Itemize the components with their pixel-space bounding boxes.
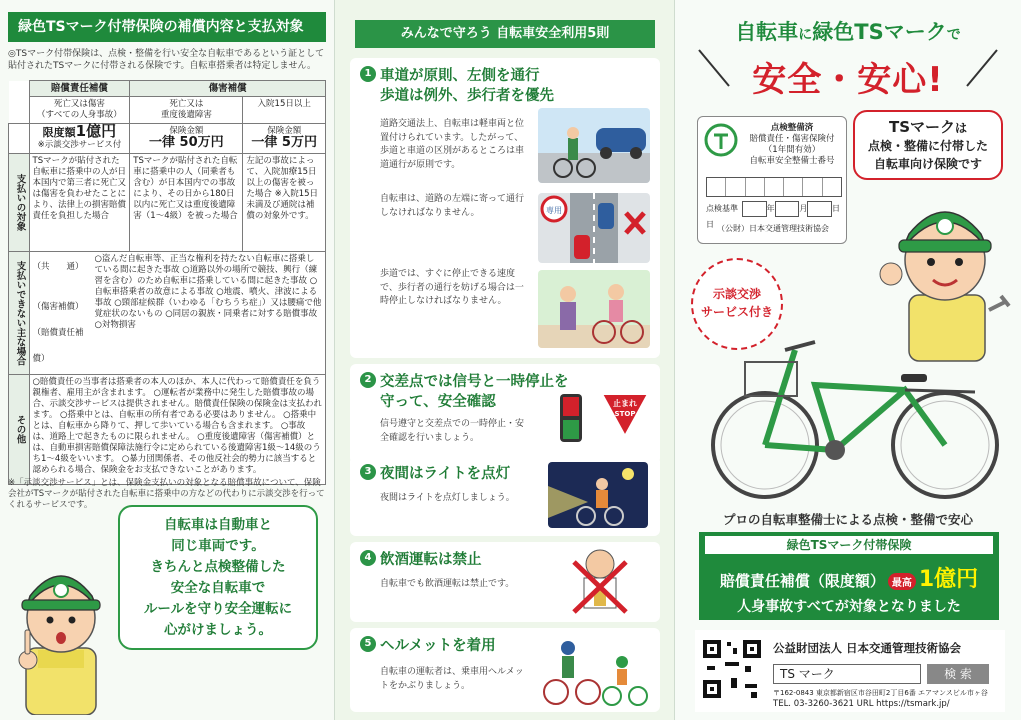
rule-4-title: 4 飲酒運転は禁止: [360, 550, 650, 570]
rule-2-title: 2 交差点では信号と一時停止を 守って、安全確認: [360, 372, 650, 412]
rule-5-text: 自転車の運転者は、乗車用ヘルメットをかぶりましょう。: [380, 667, 524, 691]
rule-4-card: [350, 542, 660, 622]
ts-mark-sticker: 点検整備済 賠償責任・傷害保険付 （1年間有効） 自転車安全整備士番号 点検基準日 年 月 日 （公財）日本交通管理技術協会: [697, 116, 847, 244]
svg-text:止まれ: 止まれ: [613, 399, 637, 408]
no-drinking-illustration: [560, 542, 640, 620]
search-input[interactable]: TS マーク: [773, 664, 921, 684]
other-head: その他: [9, 375, 30, 485]
jidan-note: ※「示談交渉サービス」とは、保険金支払いの対象となる賠償事故について、保険会社がTSマークが貼付された自転車に搭乗中の方などの代わりに示談交渉を行ってくれるサービスです。: [8, 478, 325, 510]
qr-code-icon[interactable]: [701, 638, 763, 700]
pedestrian-signal-icon: [560, 394, 582, 442]
helmet-family-illustration: [538, 638, 653, 708]
search-button[interactable]: 検 索: [927, 664, 989, 684]
sub-liability: 死亡又は傷害 （すべての人身事故）: [29, 97, 130, 124]
pro-mechanic-text: プロの自転車整備士による点検・整備で安心: [722, 512, 973, 527]
address: 〒162-0843 東京都新宿区市谷田町2丁目6番 エアマンスビル市ヶ谷: [773, 689, 988, 697]
sub-death: 死亡又は 重度後遺障害: [130, 97, 243, 124]
rule-2-card: [350, 364, 660, 464]
rules-title: みんなで守ろう 自転車安全利用5則: [355, 20, 655, 48]
svg-text:STOP: STOP: [614, 410, 636, 418]
jidan-service-badge: 示談交渉 サービス付き: [691, 258, 783, 350]
tel-url[interactable]: TEL. 03-3260-3621 URL https://tsmark.jp/: [773, 699, 950, 709]
pay-hospital: 左記の事故によって、入院加療15日以上の傷害を被った場合 ※入院15日未満及び通院は補償の対象外です。: [243, 154, 326, 252]
nopay-cell: [29, 252, 326, 375]
rule-2-text: 信号遵守と交差点での一時停止・安全確認を行いましょう。: [380, 419, 525, 443]
rule-3-title: 3 夜間はライトを点灯: [360, 464, 650, 484]
rule-5-title: 5 ヘルメットを着用: [360, 636, 650, 656]
headline-main: 安全・安心!: [752, 60, 944, 100]
org-name: 公益財団法人 日本交通管理技術協会: [773, 641, 962, 655]
nopay-head: 支払いできない主な場合: [9, 252, 30, 375]
pay-head: 支払いの対象: [9, 154, 30, 252]
safety-message-bubble: 自転車は自動車と 同じ車両です。 きちんと点検整備した 安全な自転車で ルールを守り安全運転に 心がけましょう。: [118, 505, 318, 650]
mascot-pointing-illustration: [8, 560, 118, 715]
ins-5-cell: 保険金額 一律 5万円: [243, 124, 326, 154]
nopay-common: （共 通）: [32, 262, 84, 272]
insurance-title: 緑色TSマーク付帯保険: [705, 536, 993, 554]
pay-death: TSマークが貼付された自転車に搭乗中の人（同乗者も含む）が日本国内での事故により、その日から180日以内に死亡又は重度後遺障害（1～4級）を被った場合: [130, 154, 243, 252]
ts-mark-bubble: TSマークは 点検・整備に付帯した 自転車向け保険です: [853, 110, 1003, 180]
insurance-scope-line: 人身事故すべてが対象となりました: [737, 599, 961, 615]
ts-logo-icon: [704, 123, 738, 157]
rule-3-text: 夜間はライトを点灯しましょう。: [380, 493, 515, 503]
coverage-intro: ◎TSマーク付帯保険は、点検・整備を行い安全な自転車であるという証として貼付されたTSマークに付帯される保険です。自転車搭乗者は特定しません。: [8, 49, 325, 71]
mechanic-number-boxes: [706, 177, 842, 197]
insurance-limit-line: 賠償責任補償（限度額） 最高 1億円: [719, 567, 979, 592]
rule-1-title: 1 車道が原則、左側を通行 歩道は例外、歩行者を優先: [360, 66, 650, 106]
green-bicycle-illustration: [705, 330, 1005, 505]
rule-5-card: [350, 628, 660, 712]
rule-1-card: [350, 58, 660, 358]
insurance-box: [699, 532, 999, 620]
keep-left-diagram: [538, 193, 650, 263]
rule-4-text: 自転車でも飲酒運転は禁止です。: [380, 579, 515, 589]
nopay-injury: （傷害補償）: [32, 302, 84, 312]
nopay-items: ○盗んだ自転車等、正当な権利を持たない自転車に搭乗している間に起きた事故 ○道路以外の場所で競技、興行（練習を含む）のため自転車に搭乗している間に起きた事故 ○自転車搭乗者の故意による事故 ○地震、噴火、津波による事故 ○頸部症候群（いわゆる「むちうち症」）又は腰痛で他覚症状のないもの ○同居の親族・同乗者に対する賠償事故 ○対物損害: [94, 254, 322, 330]
headline-top: 自転車に緑色TSマークで: [735, 20, 961, 44]
ins-50-cell: 保険金額 一律 50万円: [130, 124, 243, 154]
night-light-illustration: [548, 462, 648, 528]
roadway-cycling-illustration: [538, 108, 650, 183]
col-injury: 傷害補償: [130, 81, 326, 97]
limit-cell: 限度額1億円 ※示談交渉サービス付: [29, 124, 130, 154]
cover-panel: [675, 0, 1021, 720]
rule-1-text-3: 歩道では、すぐに停止できる速度で、歩行者の通行を妨げる場合は一時停止しなければなりません。: [380, 269, 524, 306]
rule-3-card: [350, 456, 660, 536]
rule-1-text-2: 自転車は、道路の左端に寄って通行しなければなりません。: [380, 194, 525, 218]
pay-liability: TSマークが貼付された自転車に搭乗中の人が日本国内で第三者に死亡又は傷害を負わせたことにより、法律上の損害賠償責任を負担した場合: [29, 154, 130, 252]
inspection-date: 点検基準日 年 月 日: [706, 201, 840, 217]
footer-contact: [695, 630, 1005, 712]
nopay-liab: （賠償責任補償）: [32, 328, 84, 364]
svg-text:専用: 専用: [546, 206, 562, 215]
rule-1-text-1: 道路交通法上、自転車は軽車両と位置付けられています。したがって、歩道と車道の区別があるところは車道通行が原則です。: [380, 119, 525, 170]
coverage-table: [8, 80, 326, 485]
stop-sign-icon: [600, 392, 650, 438]
sub-hospital: 入院15日以上: [243, 97, 326, 124]
col-liability: 賠償責任補償: [29, 81, 130, 97]
other-items: ○賠償責任の当事者は搭乗者の本人のほか、本人に代わって賠償責任を負う親権者、雇用主が含まれます。 ○運転者が業務中に発生した賠償事故の場合、示談交渉サービスは提供されません。賠償責任保険の保険金は支払われます。 ○搭乗中とは、自転車の所有者である必要はありません。 ○搭乗中とは、自転車から降りて、押して歩いている場合も含まれます。 ○事故は、道路上で起きたものに限られません。 ○重度後遺障害（傷害補償）とは、自動車損害賠償保障法施行令に定められている後遺障害1級～14級のうち1～4級をいいます。 ○暴力団関係者、その他反社会的勢力に該当すると認められる場合、保険金をお支払できないことがあります。: [29, 375, 326, 485]
coverage-panel: [0, 0, 335, 720]
coverage-title: 緑色TSマーク付帯保険の補償内容と支払対象: [8, 12, 326, 42]
rules-panel: [335, 0, 675, 720]
sidewalk-pedestrian-illustration: [538, 270, 650, 348]
sticker-issuer: （公財）日本交通管理技術協会: [717, 224, 829, 233]
